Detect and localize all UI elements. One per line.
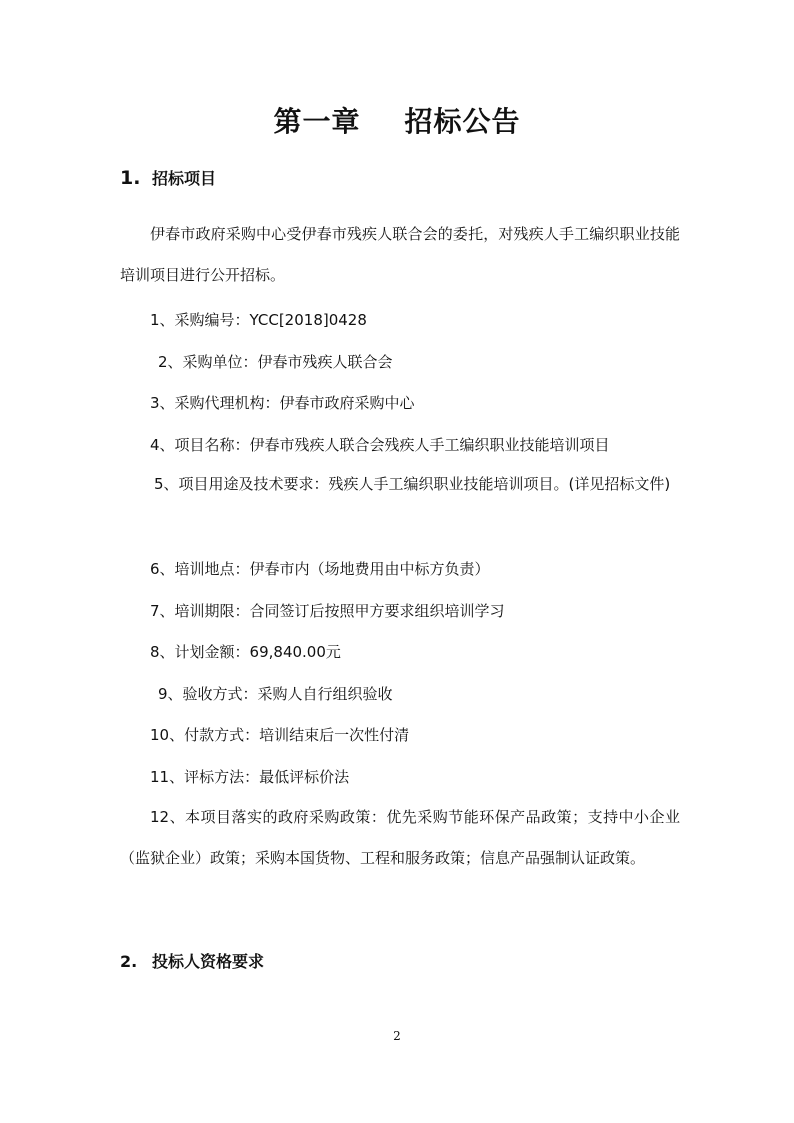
section-heading-1 [120, 166, 216, 189]
section-number: 1. [120, 167, 141, 189]
list-item: 12、本项目落实的政府采购政策：优先采购节能环保产品政策；支持中小企业（监狱企业）政策；采购本国货物、工程和服务政策；信息产品强制认证政策。 [120, 808, 680, 867]
list-item: 6、培训地点：伊春市内（场地费用由中标方负责） [150, 560, 490, 578]
list-item: 11、评标方法：最低评标价法 [150, 768, 350, 786]
list-item: 9、验收方式：采购人自行组织验收 [158, 685, 393, 703]
page-number: 2 [393, 1029, 401, 1043]
section-title: 招标项目 [152, 169, 217, 188]
section-heading-2 [120, 949, 264, 972]
list-item: 5、项目用途及技术要求：残疾人手工编织职业技能培训项目。(详见招标文件) [154, 475, 671, 493]
list-item: 10、付款方式：培训结束后一次性付清 [150, 726, 410, 744]
chapter-title [0, 100, 794, 140]
list-item: 2、采购单位：伊春市残疾人联合会 [158, 353, 393, 371]
chapter-name: 招标公告 [404, 105, 521, 138]
list-item: 4、项目名称：伊春市残疾人联合会残疾人手工编织职业技能培训项目 [150, 436, 610, 454]
list-item: 1、采购编号：YCC[2018]0428 [150, 311, 367, 329]
list-item: 3、采购代理机构：伊春市政府采购中心 [150, 394, 415, 412]
section-number: 2. [120, 952, 138, 971]
section-title: 投标人资格要求 [152, 952, 265, 971]
intro-paragraph: 伊春市政府采购中心受伊春市残疾人联合会的委托，对残疾人手工编织职业技能培训项目进行公开招标。 [120, 225, 680, 284]
list-item: 7、培训期限：合同签订后按照甲方要求组织培训学习 [150, 602, 505, 620]
list-item: 8、计划金额：69,840.00元 [150, 643, 341, 661]
chapter-number: 第一章 [273, 105, 361, 138]
